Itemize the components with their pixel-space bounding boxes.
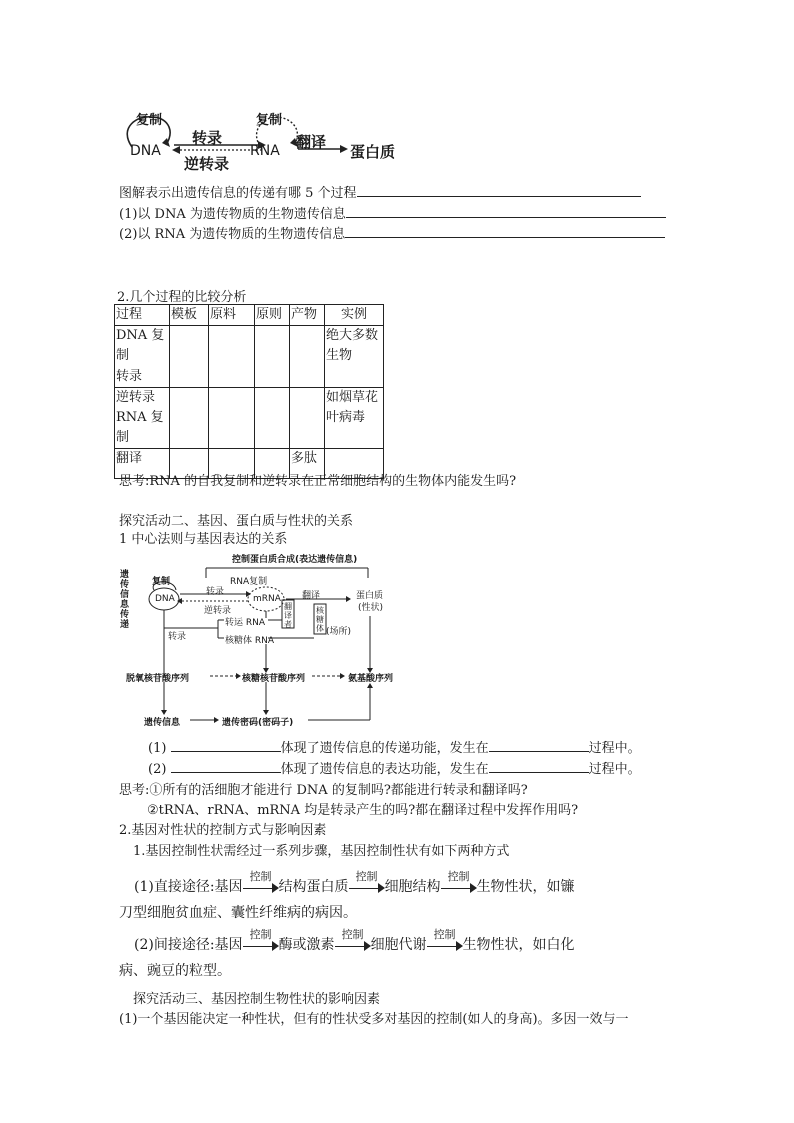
dna-sequence-label: 脱氧核苷酸序列 bbox=[126, 674, 190, 684]
q1-item1-text: (1)以 DNA 为遗传物质的生物遗传信息 bbox=[119, 207, 346, 222]
direct-step-3: 细胞结构 bbox=[384, 879, 441, 895]
q1-intro-text: 图解表示出遗传信息的传递有哪 5 个过程 bbox=[119, 186, 357, 201]
q1-item2-blank[interactable] bbox=[345, 224, 665, 238]
section2-title: 2.几个过程的比较分析 bbox=[117, 290, 247, 305]
control-label: 控制 bbox=[249, 870, 272, 883]
control-protein-label: 控制蛋白质合成(表达遗传信息) bbox=[232, 555, 358, 565]
direct-step-2: 结构蛋白质 bbox=[278, 879, 349, 895]
fill-item-2 bbox=[148, 758, 641, 777]
process-rna-replication: RNA 复制 bbox=[116, 410, 164, 445]
think-question-3: ②tRNA、rRNA、mRNA 均是转录产生的吗?都在翻译过程中发挥作用吗? bbox=[147, 803, 579, 818]
translation-label: 翻译 bbox=[296, 133, 327, 151]
indirect-step-2: 酶或激素 bbox=[278, 937, 335, 953]
indirect-label: (2)间接途径:基因 bbox=[134, 937, 243, 953]
cell-template[interactable] bbox=[170, 326, 209, 388]
indirect-step-4: 生物性状，如白化 bbox=[462, 937, 575, 953]
protein-node: 蛋白质 bbox=[356, 591, 384, 601]
header-material: 原料 bbox=[209, 305, 255, 326]
reverse-label: 逆转录 bbox=[204, 606, 232, 616]
replicate-label-2: 复制 bbox=[256, 113, 283, 128]
replicate-label-1: 复制 bbox=[136, 113, 163, 128]
genetic-info-label: 遗传信息 bbox=[144, 718, 181, 728]
control-label: 控制 bbox=[433, 928, 456, 941]
q1-item2-text: (2)以 RNA 为遗传物质的生物遗传信息 bbox=[119, 227, 346, 242]
rna-node: RNA bbox=[250, 143, 280, 159]
replicate-label: 复制 bbox=[152, 577, 171, 587]
fill-1-number: (1) bbox=[148, 741, 167, 756]
activity3-title: 探究活动三、基因控制生物性状的影响因素 bbox=[133, 992, 381, 1007]
mrna-node: mRNA bbox=[253, 594, 281, 604]
cell-process: 翻译 bbox=[115, 449, 170, 479]
fill-2-number: (2) bbox=[148, 762, 167, 777]
table-row bbox=[115, 388, 384, 449]
header-process: 过程 bbox=[115, 305, 170, 326]
rna-replicate-label: RNA复制 bbox=[230, 577, 268, 587]
control-arrow bbox=[427, 928, 463, 952]
fill-1-end: 过程中。 bbox=[588, 741, 641, 756]
cell-example: 绝大多数生物 bbox=[325, 326, 384, 388]
direct-pathway bbox=[134, 870, 575, 896]
control-label: 控制 bbox=[355, 870, 378, 883]
fill-item-1 bbox=[148, 737, 641, 756]
dna-node: DNA bbox=[130, 143, 161, 159]
fill-1-blank-a[interactable] bbox=[171, 738, 281, 752]
process-transcription: 转录 bbox=[116, 369, 143, 384]
indirect-pathway-line2: 病、豌豆的粒型。 bbox=[119, 963, 231, 979]
transcription-label: 转录 bbox=[206, 587, 225, 597]
site-label: (场所) bbox=[326, 627, 352, 637]
dna-node: DNA bbox=[155, 594, 175, 604]
cell-product: 多肽 bbox=[290, 449, 325, 479]
direct-label: (1)直接途径:基因 bbox=[134, 879, 243, 895]
activity3-line1: (1)一个基因能决定一种性状，但有的性状受多对基因的控制(如人的身高)。多因一效与一 bbox=[119, 1012, 629, 1027]
table-row bbox=[115, 326, 384, 388]
cell-principle[interactable] bbox=[255, 388, 290, 449]
cell-example: 如烟草花叶病毒 bbox=[325, 388, 384, 449]
translation-label: 翻译 bbox=[302, 591, 321, 601]
rrna-label: 核糖体 RNA bbox=[225, 636, 275, 646]
gene-expression-diagram bbox=[118, 548, 408, 733]
control-label: 控制 bbox=[341, 928, 364, 941]
cell-product[interactable] bbox=[290, 388, 325, 449]
control-arrow bbox=[349, 870, 385, 894]
protein-sub-label: (性状) bbox=[358, 603, 384, 613]
q1-item2 bbox=[119, 223, 665, 242]
activity2-title: 探究活动二、基因、蛋白质与性状的关系 bbox=[119, 514, 354, 529]
q1-intro bbox=[119, 182, 641, 201]
cell-material[interactable] bbox=[209, 326, 255, 388]
genetic-code-label: 遗传密码(密码子) bbox=[222, 718, 294, 728]
fill-2-text: 体现了遗传信息的表达功能，发生在 bbox=[280, 762, 489, 777]
indirect-step-3: 细胞代谢 bbox=[370, 937, 427, 953]
direct-pathway-line2: 刀型细胞贫血症、囊性纤维病的病因。 bbox=[119, 905, 357, 921]
protein-node: 蛋白质 bbox=[350, 143, 396, 161]
transcription2-label: 转录 bbox=[168, 632, 187, 642]
cell-process bbox=[115, 388, 170, 449]
cell-template[interactable] bbox=[170, 388, 209, 449]
header-product: 产物 bbox=[290, 305, 325, 326]
control-arrow bbox=[243, 928, 279, 952]
trna-label: 转运 RNA bbox=[225, 618, 266, 628]
transfer-side-label: 遗传信息传递 bbox=[120, 570, 130, 630]
gene-control-title: 2.基因对性状的控制方式与影响因素 bbox=[119, 823, 327, 838]
fill-2-blank-b[interactable] bbox=[489, 759, 589, 773]
ribosome-label: 核糖体 bbox=[316, 606, 324, 633]
control-arrow bbox=[441, 870, 477, 894]
fill-1-text: 体现了遗传信息的传递功能，发生在 bbox=[280, 741, 489, 756]
direct-step-4: 生物性状，如镰 bbox=[476, 879, 575, 895]
indirect-pathway bbox=[134, 928, 575, 954]
control-label: 控制 bbox=[447, 870, 470, 883]
comparison-table bbox=[114, 304, 384, 479]
control-label: 控制 bbox=[249, 928, 272, 941]
fill-2-blank-a[interactable] bbox=[171, 759, 281, 773]
q1-intro-blank[interactable] bbox=[357, 183, 641, 197]
table-header-row bbox=[115, 305, 384, 326]
process-dna-replication: DNA 复制 bbox=[116, 328, 165, 363]
translator-label: 翻译者 bbox=[284, 602, 292, 629]
sub1-title: 1 中心法则与基因表达的关系 bbox=[119, 532, 288, 547]
transcription-label: 转录 bbox=[192, 129, 223, 147]
header-template: 模板 bbox=[170, 305, 209, 326]
think-question-1: 思考:RNA 的自我复制和逆转录在正常细胞结构的生物体内能发生吗? bbox=[119, 474, 517, 489]
reverse-transcription-label: 逆转录 bbox=[184, 155, 230, 173]
cell-principle[interactable] bbox=[255, 326, 290, 388]
think-question-2: 思考:①所有的活细胞才能进行 DNA 的复制吗?都能进行转录和翻译吗? bbox=[119, 783, 528, 798]
central-dogma-diagram bbox=[118, 105, 418, 180]
header-example: 实例 bbox=[325, 305, 384, 326]
fill-1-blank-b[interactable] bbox=[489, 738, 589, 752]
rna-sequence-label: 核糖核苷酸序列 bbox=[242, 674, 306, 684]
control-arrow bbox=[243, 870, 279, 894]
control-arrow bbox=[335, 928, 371, 952]
header-principle: 原则 bbox=[255, 305, 290, 326]
cell-process bbox=[115, 326, 170, 388]
q1-item1 bbox=[119, 203, 666, 222]
aa-sequence-label: 氨基酸序列 bbox=[348, 674, 394, 684]
fill-2-end: 过程中。 bbox=[588, 762, 641, 777]
q1-item1-blank[interactable] bbox=[346, 204, 666, 218]
gene-control-intro: 1.基因控制性状需经过一系列步骤，基因控制性状有如下两种方式 bbox=[133, 844, 510, 859]
cell-product[interactable] bbox=[290, 326, 325, 388]
process-reverse-transcription: 逆转录 bbox=[116, 390, 156, 405]
cell-material[interactable] bbox=[209, 388, 255, 449]
